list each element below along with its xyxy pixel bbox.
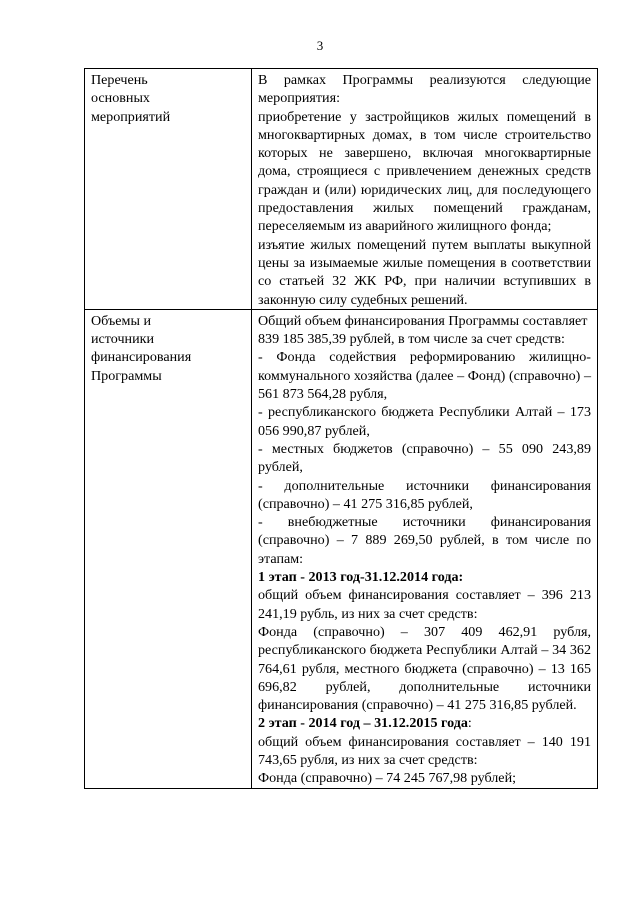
label-line: основных <box>91 90 150 107</box>
page-number: 3 <box>316 38 324 53</box>
stage-2-heading: 2 этап - 2014 год – 31.12.2015 года <box>258 715 468 732</box>
program-passport-table <box>84 68 598 789</box>
paragraph: общий объем финансирования составляет – 140 191 743,65 рубля, из них за счет средств: <box>258 733 591 768</box>
paragraph: Фонда (справочно) – 74 245 767,98 рублей; <box>258 770 517 787</box>
paragraph: приобретение у застройщиков жилых помещений в многоквартирных домах, в том числе строительство которых не завершено, включая многоквартирные дома, строящиеся с привлечением денежных средств граждан и (или) юридических лиц, для последующего предоставления жилых помещений гражданам, переселяемым из аварийного жилищного фонда; <box>258 108 591 235</box>
label-line: Программы <box>91 367 162 384</box>
stage-2-heading-suffix: : <box>467 715 472 732</box>
table-row-activities <box>85 69 598 310</box>
label-line: источники <box>91 331 155 348</box>
paragraph: - дополнительные источники финансирования (справочно) – 41 275 316,85 рублей, <box>258 477 591 512</box>
stage-2-heading-line <box>258 714 591 732</box>
paragraph: - Фонда содействия реформированию жилищно-коммунального хозяйства (далее – Фонд) (справочно) –561 873 564,28 рубля, <box>258 349 591 403</box>
paragraph: - внебюджетные источники финансирования (справочно) – 7 889 269,50 рублей, в том числе по этапам: <box>258 514 591 567</box>
label-line: Перечень <box>91 72 148 88</box>
table-row-financing <box>85 309 598 788</box>
paragraph: - местных бюджетов (справочно) – 55 090 243,89 рублей, <box>258 440 591 476</box>
label-line: Объемы и <box>91 312 151 329</box>
paragraph: общий объем финансирования составляет – 396 213 241,19 рубль, из них за счет средств: <box>258 587 591 622</box>
row-content-financing <box>252 309 598 788</box>
row-label-activities <box>85 69 252 310</box>
paragraph: 839 185 385,39 рублей, в том числе за счет средств: <box>258 331 565 348</box>
paragraph: - республиканского бюджета Республики Алтай – 173 056 990,87 рублей, <box>258 404 591 439</box>
paragraph: Фонда (справочно) – 307 409 462,91 рубля, республиканского бюджета Республики Алтай – 34 362 764,61 рубля, местного бюджета (справочно) – 13 165 696,82 рублей, дополнительные источники финансирования (справочно) – 41 275 316,85 рублей. <box>258 623 591 714</box>
label-line: финансирования <box>91 349 192 366</box>
paragraph: В рамках Программы реализуются следующие мероприятия: <box>258 72 591 107</box>
stage-1-heading: 1 этап - 2013 год-31.12.2014 года: <box>258 569 464 586</box>
paragraph: изъятие жилых помещений путем выплаты выкупной цены за изымаемые жилые помещения в соответствии со статьей 32 ЖК РФ, при наличии вступивших в законную силу судебных решений. <box>258 236 591 308</box>
row-content-activities <box>252 69 598 310</box>
label-line: мероприятий <box>91 108 171 125</box>
paragraph: Общий объем финансирования Программы составляет <box>258 312 588 329</box>
row-label-financing <box>85 309 252 788</box>
